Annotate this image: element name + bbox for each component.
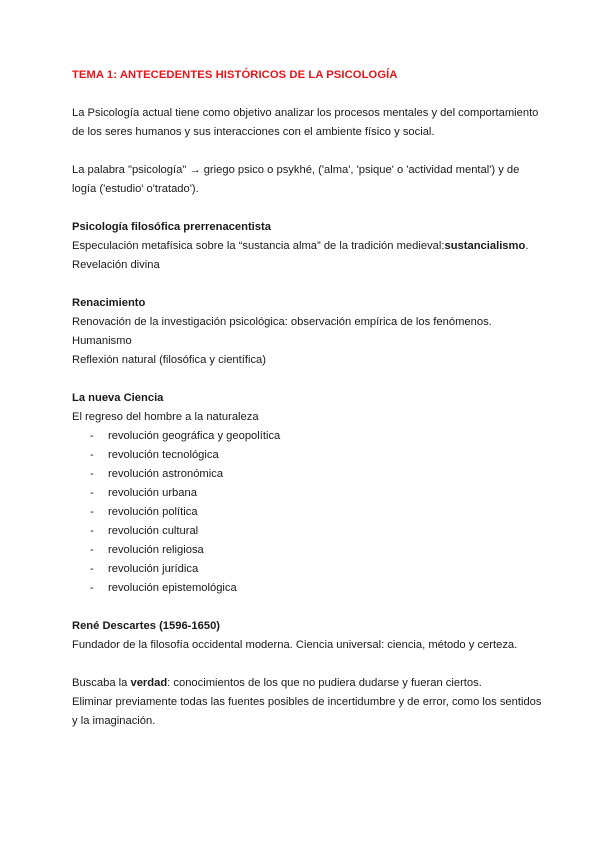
descartes-paragraph xyxy=(72,674,542,693)
section-text: El regreso del hombre a la naturaleza xyxy=(72,411,259,423)
section-heading: Psicología filosófica prerrenacentista xyxy=(72,221,271,233)
descartes-paragraph-line: Eliminar previamente todas las fuentes posibles de incertidumbre y de error, como los sentidos y la imaginación. xyxy=(72,696,542,727)
text-run: Buscaba la xyxy=(72,677,131,689)
intro-paragraph-1: La Psicología actual tiene como objetivo analizar los procesos mentales y del comportamiento de los seres humanos y sus interacciones con el ambiente físico y social. xyxy=(72,107,539,138)
list-item: - revolución geográfica y geopolítica xyxy=(90,427,542,446)
document-page xyxy=(72,66,542,731)
list-item: - revolución urbana xyxy=(90,484,542,503)
document-title: TEMA 1: ANTECEDENTES HISTÓRICOS DE LA PSICOLOGÍA xyxy=(72,69,398,81)
section-text: Reflexión natural (filosófica y científica) xyxy=(72,354,267,366)
list-item: - revolución astronómica xyxy=(90,465,542,484)
section-heading: René Descartes (1596-1650) xyxy=(72,620,221,632)
section-heading: Renacimiento xyxy=(72,297,146,309)
section-descartes xyxy=(72,617,542,655)
text-run: Especulación metafísica sobre la “sustancia alma” de la tradición medieval: xyxy=(72,240,445,252)
section-text: Renovación de la investigación psicológica: observación empírica de los fenómenos. xyxy=(72,316,492,328)
list-item: - revolución religiosa xyxy=(90,541,542,560)
list-item: - revolución epistemológica xyxy=(90,579,542,598)
section-text: Revelación divina xyxy=(72,259,160,271)
section-text xyxy=(72,237,542,256)
section-nueva-ciencia xyxy=(72,389,542,598)
section-heading: La nueva Ciencia xyxy=(72,392,164,404)
bold-term: verdad xyxy=(130,677,168,689)
revolution-list xyxy=(72,427,542,598)
list-item: - revolución política xyxy=(90,503,542,522)
bold-term: sustancialismo xyxy=(444,240,526,252)
intro-paragraph-2: La palabra "psicología" → griego psico o psykhé, ('alma', 'psique' o 'actividad mental') y de logía ('estudio' o'tratado'). xyxy=(72,164,520,195)
list-item: - revolución tecnológica xyxy=(90,446,542,465)
text-run: : conocimientos de los que no pudiera dudarse y fueran ciertos. xyxy=(167,677,482,689)
text-run: . xyxy=(525,240,529,252)
list-item: - revolución cultural xyxy=(90,522,542,541)
section-prerrenacentista xyxy=(72,218,542,275)
section-text: Fundador de la filosofía occidental moderna. Ciencia universal: ciencia, método y certeza. xyxy=(72,639,518,651)
section-text: Humanismo xyxy=(72,335,132,347)
section-renacimiento xyxy=(72,294,542,370)
list-item: - revolución jurídica xyxy=(90,560,542,579)
